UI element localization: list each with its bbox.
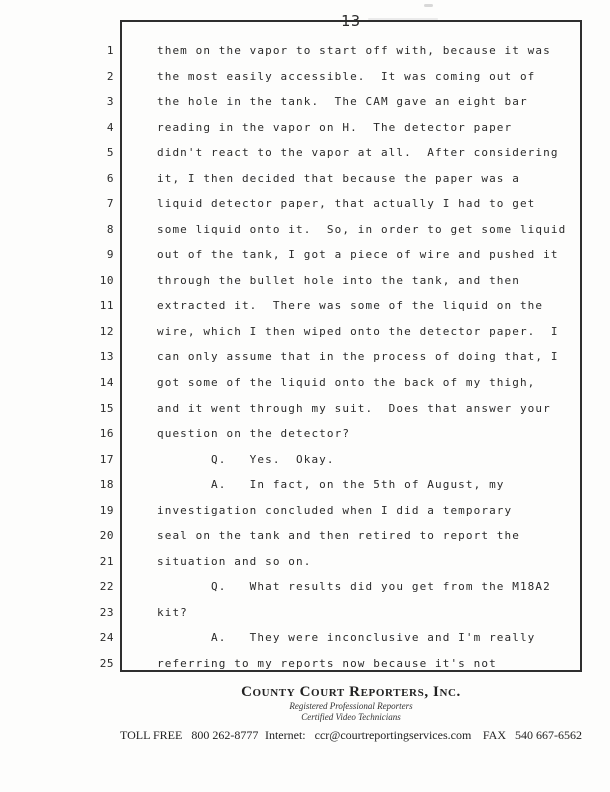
transcript-line <box>0 529 600 545</box>
line-number: 22 <box>99 580 114 594</box>
line-number: 11 <box>99 299 114 313</box>
toll-free-number: 800 262-8777 <box>191 728 259 742</box>
line-number: 24 <box>99 631 114 645</box>
page-number: 13 <box>340 12 362 30</box>
line-number: 18 <box>99 478 114 492</box>
company-name: County Court Reporters, Inc. <box>241 684 461 700</box>
line-text: investigation concluded when I did a temporary <box>157 503 513 517</box>
toll-free-group <box>120 728 258 743</box>
line-text: some liquid onto it. So, in order to get some liquid <box>157 222 567 236</box>
transcript-line <box>0 350 600 366</box>
transcript-line <box>0 453 600 469</box>
footer-contact-line <box>120 728 582 743</box>
transcript-line <box>0 248 600 264</box>
transcript-line <box>0 121 600 137</box>
transcript-line <box>0 427 600 443</box>
line-text: extracted it. There was some of the liquid on the <box>157 299 544 313</box>
internet-group <box>265 728 471 743</box>
line-text: kit? <box>157 605 188 619</box>
transcript-line <box>0 580 600 596</box>
internet-label: Internet: <box>264 728 306 742</box>
transcript-line <box>0 657 600 673</box>
line-number: 21 <box>99 554 114 568</box>
transcript-line <box>0 555 600 571</box>
transcript-line <box>0 44 600 60</box>
line-number: 13 <box>99 350 114 364</box>
line-number: 7 <box>106 197 114 211</box>
transcript-line <box>0 478 600 494</box>
transcript-line <box>0 223 600 239</box>
fax-group <box>483 728 582 743</box>
line-text: referring to my reports now because it's not <box>157 656 497 670</box>
line-number: 2 <box>106 69 114 83</box>
line-number: 6 <box>106 171 114 185</box>
line-number: 12 <box>99 324 114 338</box>
line-number: 20 <box>99 529 114 543</box>
line-number: 16 <box>99 427 114 441</box>
line-number: 23 <box>99 605 114 619</box>
line-text: seal on the tank and then retired to report the <box>157 529 520 543</box>
footer-tagline-reporters: Registered Professional Reporters <box>289 701 413 711</box>
transcript-line <box>0 606 600 622</box>
line-text: the hole in the tank. The CAM gave an eight bar <box>157 95 528 109</box>
line-text: it, I then decided that because the paper was a <box>157 171 520 185</box>
line-number: 8 <box>106 222 114 236</box>
fax-label: FAX <box>482 728 506 742</box>
transcript-line <box>0 504 600 520</box>
line-text: Q. What results did you get from the M18A2 <box>157 580 551 594</box>
line-number: 5 <box>106 146 114 160</box>
transcript-line <box>0 70 600 86</box>
transcript-line <box>0 631 600 647</box>
transcript-line <box>0 299 600 315</box>
line-text: them on the vapor to start off with, because it was <box>157 44 551 57</box>
transcript-line <box>0 402 600 418</box>
line-text: through the bullet hole into the tank, and then <box>157 273 520 287</box>
line-number: 1 <box>106 44 114 57</box>
transcript-line <box>0 376 600 392</box>
line-text: A. They were inconclusive and I'm really <box>157 631 536 645</box>
toll-free-label: TOLL FREE <box>120 728 183 742</box>
transcript-line <box>0 197 600 213</box>
line-text: out of the tank, I got a piece of wire and pushed it <box>157 248 559 262</box>
line-text: liquid detector paper, that actually I had to get <box>157 197 536 211</box>
line-text: got some of the liquid onto the back of my thigh, <box>157 376 536 390</box>
footer-tagline-video: Certified Video Technicians <box>301 711 401 722</box>
line-number: 17 <box>99 452 114 466</box>
line-text: Q. Yes. Okay. <box>157 452 335 466</box>
line-text: wire, which I then wiped onto the detector paper. I <box>157 324 559 338</box>
line-number: 14 <box>99 376 114 390</box>
fax-number: 540 667-6562 <box>515 728 582 742</box>
transcript-line <box>0 172 600 188</box>
transcript-line <box>0 95 600 111</box>
line-text: can only assume that in the process of doing that, I <box>157 350 559 364</box>
transcript-line <box>0 146 600 162</box>
line-text: didn't react to the vapor at all. After considering <box>157 146 559 160</box>
line-text: and it went through my suit. Does that answer your <box>157 401 551 415</box>
line-text: reading in the vapor on H. The detector paper <box>157 120 513 134</box>
internet-email: ccr@courtreportingservices.com <box>314 728 472 742</box>
line-text: question on the detector? <box>157 427 351 441</box>
line-number: 3 <box>106 95 114 109</box>
line-text: A. In fact, on the 5th of August, my <box>157 478 505 492</box>
line-number: 10 <box>99 273 114 287</box>
line-number: 4 <box>106 120 114 134</box>
line-text: the most easily accessible. It was coming out of <box>157 69 536 83</box>
transcript-line <box>0 325 600 341</box>
transcript-line <box>0 274 600 290</box>
reporter-footer <box>120 684 582 743</box>
line-text: situation and so on. <box>157 554 312 568</box>
line-number: 19 <box>99 503 114 517</box>
line-number: 15 <box>99 401 114 415</box>
line-number: 9 <box>106 248 114 262</box>
line-number: 25 <box>99 656 114 670</box>
